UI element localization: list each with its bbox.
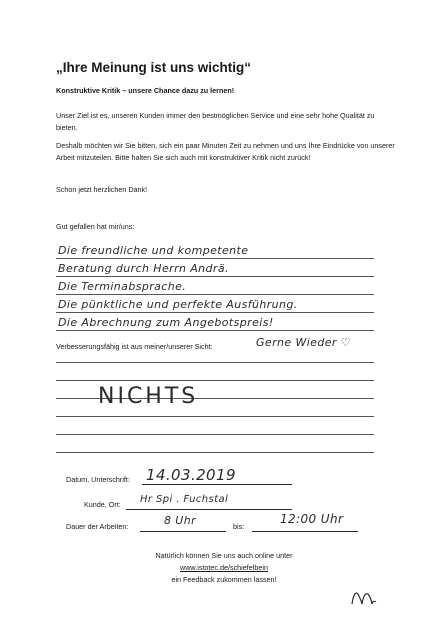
liked-label: Gut gefallen hat mir/uns: [56,222,135,231]
form-subtitle: Konstruktive Kritik – unsere Chance dazu zu lernen! [56,86,235,95]
request-paragraph: Deshalb möchten wir Sie bitten, sich ein paar Minuten Zeit zu nehmen und uns Ihre Eindrücke von unserer Arbeit mitzuteilen. Bitte halten Sie sich auch mit konstruktiver Kritik nicht zurück! [56,141,395,162]
customer-value: Hr Spi . Fuchstal [140,494,229,505]
duration-from: 8 Uhr [164,514,197,527]
liked-entry: Die freundliche und kompetente [58,244,249,257]
intro-paragraph: Unser Ziel ist es, unseren Kunden immer den bestmöglichen Service und eine sehr hohe Qualität zu bieten. [56,111,375,132]
duration-label: Dauer der Arbeiten: [66,522,129,531]
liked-entry: Beratung durch Herrn Andrä. [58,262,229,275]
duration-to: 12:00 Uhr [280,512,344,526]
liked-extra-note: Gerne Wieder ♡ [256,336,351,349]
footer-link[interactable]: www.istotec.de/schiefelbein [180,563,268,572]
footer-text-2: ein Feedback zukommen lassen! [171,575,277,584]
footer-text-1: Natürlich können Sie uns auch online unter [155,551,293,560]
liked-entry: Die Terminabsprache. [58,280,187,293]
date-value: 14.03.2019 [146,466,236,484]
liked-entry: Die Abrechnung zum Angebotspreis! [58,316,274,329]
until-label: bis: [233,522,245,531]
improve-entry: NICHTS [98,384,199,409]
thanks-text: Schon jetzt herzlichen Dank! [56,185,148,194]
form-title: „Ihre Meinung ist uns wichtig“ [56,60,252,75]
date-signature-label: Datum, Unterschrift: [66,475,130,484]
customer-label: Kunde, Ort: [84,500,121,509]
improve-label: Verbesserungsfähig ist aus meiner/unserer Sicht: [56,342,213,351]
liked-entry: Die pünktliche und perfekte Ausführung. [58,298,298,311]
